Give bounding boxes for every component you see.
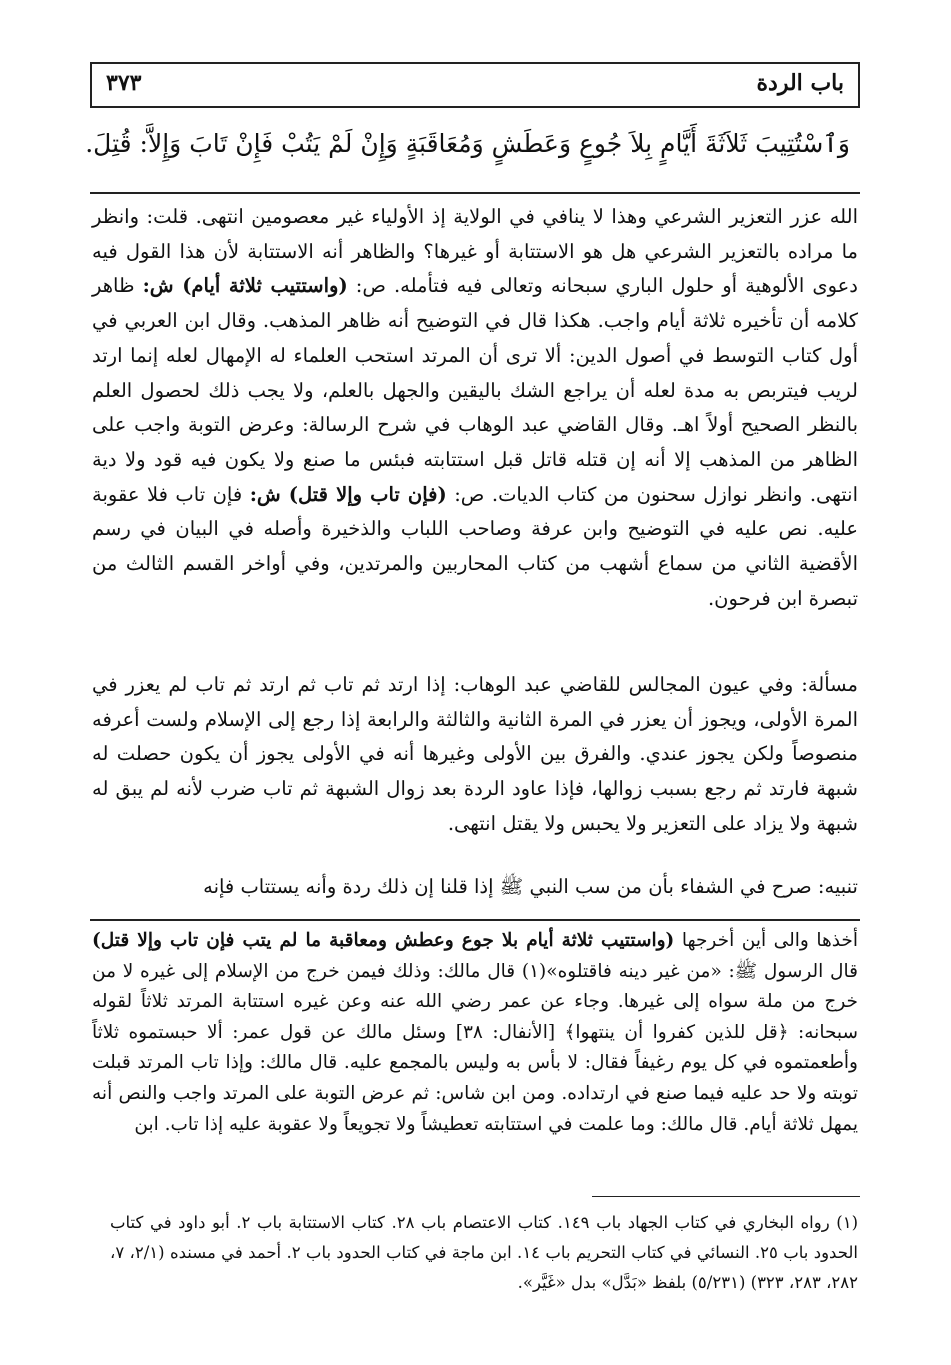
divider-middle	[90, 919, 860, 921]
chapter-title: باب الردة	[756, 70, 844, 96]
running-header	[90, 62, 860, 108]
divider-top	[90, 192, 860, 194]
matn-text: وَٱسْتُتِيبَ ثَلاَثَةَ أَيَّامٍ بِلاَ جُوعٍ وَعَطَشٍ وَمُعَاقَبَةٍ وَإِنْ لَمْ يَتُبْ فَإِنْ تَابَ وَإِلاَّ: قُتِلَ.	[85, 129, 850, 158]
commentary-paragraph-1	[92, 200, 858, 616]
commentary-text	[92, 200, 858, 616]
editor-matn-quote: (واستتيب ثلاثة أيام بلا جوع وعطش ومعاقبة ما لم يتب فإن تاب وإلا قتل)	[92, 930, 675, 951]
editor-segment: قال الرسول ﷺ: «من غير دينه فاقتلوه»(١) قال مالك: وذلك فيمن خرج من الإسلام إلى غيره لا من خرج من ملة سواه إلى غيرها. وجاء عن عمر رضي الله عنه وعن غيره استتابة المرتد ثلاثاً لقوله سبحانه: ﴿قل للذين كفروا أن ينتهوا﴾ [الأنفال: ٣٨] وسئل مالك عن قول عمر: ألا حبستموه ثلاثاً وأطعمتموه في كل يوم رغيفاً فقال: لا بأس به وليس بالمجمع عليه. قال مالك: وإذا تاب المرتد قبلت توبته ولا حد عليه فيما صنع في ارتداده. ومن ابن شاس: ثم عرض التوبة على المرتد واجب والنص أنه يمهل ثلاثة أيام. قال مالك: وما علمت في استتابته تعطيشاً ولا تجويعاً ولا عقوبة عليه إذا تاب. ابن	[92, 960, 858, 1135]
commentary-segment: الله عزر التعزير الشرعي وهذا لا ينافي في الولاية إذ الأولياء غير معصومين انتهى. قلت: وانظر ما مراده بالتعزير الشرعي هل هو الاستتابة أو غيرها؟ والظاهر أنه الاستتابة لأن هذا القول فيه دعوى الألوهية أو حلول الباري سبحانه وتعالى فيه فتأمله. ص:	[92, 205, 858, 298]
matn-quote-2: (فإن تاب وإلا قتل) ش:	[249, 482, 447, 506]
editor-commentary	[92, 926, 858, 1140]
editor-segment: أخذها والى أين أخرجها	[681, 930, 858, 951]
matn-quote-1: (واستتيب ثلاثة أيام) ش:	[142, 274, 348, 298]
page-number: ٣٧٣	[106, 70, 142, 96]
footnote-1: (١) رواه البخاري في كتاب الجهاد باب ١٤٩. كتاب الاعتصام باب ٢٨. كتاب الاستتابة باب ٢. أبو داود في كتاب الحدود باب ٢٥. النسائي في كتاب التحريم باب ١٤. ابن ماجة في كتاب الحدود باب ٢. أحمد في مسنده (٢/١، ٧، ٢٨٢، ٢٨٣، ٣٢٣) (٥/٢٣١) بلفظ «بَدَّل» بدل «غَيَّر».	[110, 1213, 858, 1292]
footnote-divider	[592, 1196, 860, 1197]
commentary-segment: فإن تاب فلا عقوبة عليه. نص عليه في التوضيح وابن عرفة وصاحب اللباب والذخيرة وأصله في البيان في رسم الأقضية الثاني من سماع أشهب من كتاب المحاربين والمرتدين، وفي أواخر القسم الثالث من تبصرة ابن فرحون.	[92, 482, 858, 610]
masala-paragraph: مسألة: وفي عيون المجالس للقاضي عبد الوهاب: إذا ارتد ثم تاب ثم ارتد ثم تاب لم يعزر في المرة الأولى، ويجوز أن يعزر في المرة الثانية والثالثة والرابعة إذا رجع إلى الإسلام ولست أعرفه منصوصاً ولكن يجوز عندي. والفرق بين الأولى وغيرها أنه في الأولى يجوز أن يكون حصلت له شبهة فارتد ثم رجع بسبب زوالها، فإذا عاود الردة بعد زوال الشبهة ثم تاب ضرب لأنه لم يبق له شبهة ولا يزاد على التعزير ولا يحبس ولا يقتل انتهى.	[92, 673, 858, 835]
tanbih-line: تنبيه: صرح في الشفاء بأن من سب النبي ﷺ إذا قلنا إن ذلك ردة وأنه يستتاب فإنه	[203, 875, 858, 898]
commentary-segment: ظاهر كلامه أن تأخيره ثلاثة أيام واجب. هكذا قال في التوضيح أنه ظاهر المذهب. وقال ابن العربي في أول كتاب التوسط في أصول الدين: ألا ترى أن المرتد استحب العلماء له الإمهال لعله إنما ارتد لريب فيتربص به مدة لعله أن يراجع الشك باليقين والجهل بالعلم، ولا يجب ذلك لحصول العلم بالنظر الصحيح أولاً اهـ. وقال القاضي عبد الوهاب في شرح الرسالة: وعرض التوبة واجب على الظاهر من المذهب إلا أنه إن قتله قاتل قبل استتابته فبئس ما صنع ولا يكون فيه قود ولا دية انتهى. وانظر نوازل سحنون من كتاب الديات. ص:	[92, 274, 858, 506]
